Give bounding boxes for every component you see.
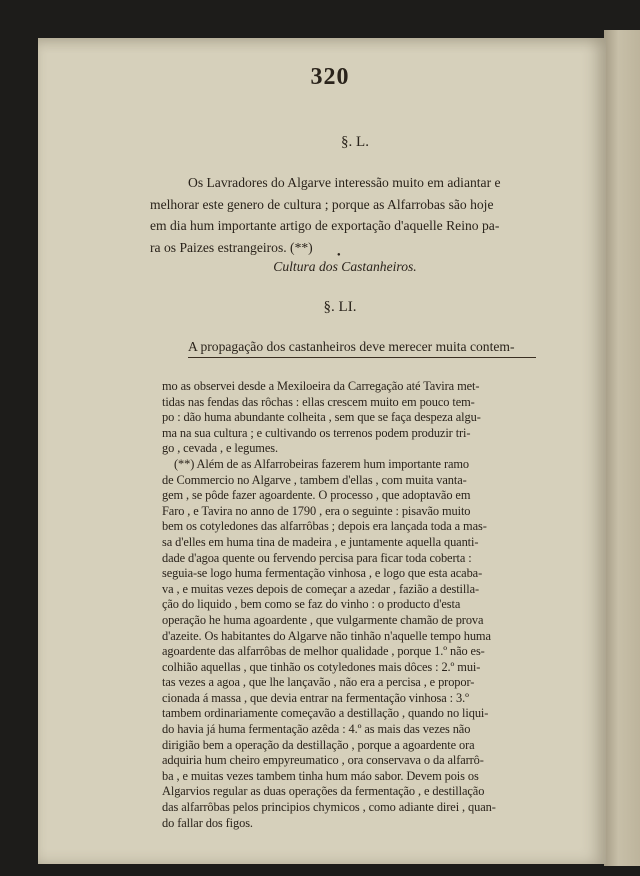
footnote-line: sa d'elles em huma tina de madeira , e juntamente aquella quanti- [162, 534, 479, 549]
paragraph-line: ra os Paizes estrangeiros. (**) [150, 239, 313, 255]
paragraph-castanheiros [150, 336, 532, 358]
footnote-line: (**) Além de as Alfarrobeiras fazerem hum importante ramo [174, 456, 470, 471]
footnote-line: seguia-se logo huma fermentação vinhosa , e logo que esta acaba- [162, 566, 483, 581]
paragraph-line: em dia hum importante artigo de exportação d'aquelle Reino pa- [150, 218, 500, 233]
footnote-line: colhião aquellas , que tinhão os cotyledones mais dôces : 2.º mui- [162, 659, 481, 674]
footnote-line: Faro , e Tavira no anno de 1790 , era o seguinte : pisavão muito [162, 503, 471, 518]
footnote-line: ção do liquido , bem como se faz do vinho : o producto d'esta [162, 597, 461, 612]
footnote-line: dirigião bem a operação da destillação , porque a agoardente ora [162, 737, 475, 752]
footnote-line: go , cevada , e legumes. [162, 441, 278, 456]
footnote-line: gem , se pôde fazer agoardente. O processo , que adoptavão em [162, 488, 471, 503]
section-heading-li: §. LI. [323, 299, 357, 315]
footnote-line: agoardente das alfarrôbas de melhor qualidade , porque 1.º não es- [162, 644, 485, 659]
footnote-line: tidas nas fendas das rôchas : ellas crescem muito em pouco tem- [162, 394, 475, 409]
section-heading-l: §. L. [341, 134, 369, 150]
footnote-line: ma na sua cultura ; e cultivando os terrenos podem produzir tri- [162, 425, 471, 440]
footnote-block [162, 379, 537, 831]
footnote-line: va , e muitas vezes depois de começar a azedar , fazião a destilla- [162, 581, 480, 596]
footnote-line: de Commercio no Algarve , tambem d'ellas , com muita vanta- [162, 472, 467, 487]
footnote-line: mo as observei desde a Mexiloeira da Carregação até Tavira met- [162, 379, 480, 393]
ornament-mark: ● [337, 252, 341, 258]
subtitle-castanheiros: Cultura dos Castanheiros. [273, 259, 417, 274]
footnote-line: do havia já huma fermentação azêda : 4.º as mais das vezes não [162, 722, 471, 737]
paragraph-line: Os Lavradores do Algarve interessão muito em adiantar e [188, 175, 501, 190]
footnote-line: cionada á massa , que devia entrar na fermentação vinhosa : 3.º [162, 690, 469, 705]
adjacent-page-edge [604, 30, 640, 866]
page-number: 320 [310, 64, 350, 90]
footnote-line: do fallar dos figos. [162, 815, 253, 830]
footnote-line: bem os cotyledones das alfarrôbas ; depois era lançada toda a mas- [162, 519, 487, 534]
footnote-line: adquiria hum cheiro empyreumatico , ora conservava o da alfarrô- [162, 753, 484, 768]
paragraph-line: melhorar este genero de cultura ; porque as Alfarrobas são hoje [150, 196, 494, 212]
footnote-line: Algarvios regular as duas operações da fermentação , e destillação [162, 784, 485, 799]
footnote-line: das alfarrôbas pelos principios chymicos , como adiante direi , quan- [162, 800, 496, 815]
footnote-line: operação he huma agoardente , que vulgarmente chamão de prova [162, 612, 484, 627]
footnote-line: po : dão huma abundante colheita , sem que se faça despeza algu- [162, 410, 481, 425]
footnote-rule [188, 357, 536, 358]
paragraph-line: A propagação dos castanheiros deve merecer muita contem- [188, 339, 515, 354]
footnote-line: tambem ordinariamente começavão a destillação , quando no liqui- [162, 706, 489, 721]
paragraph-alfarrobas [150, 172, 532, 258]
footnote-line: dade d'agoa quente ou fervendo percisa para ficar toda coberta : [162, 550, 472, 565]
footnote-line: tas vezes a agoa , que lhe lançavão , não era a percisa , e propor- [162, 675, 475, 690]
footnote-line: d'azeite. Os habitantes do Algarve não tinhão n'aquelle tempo huma [162, 628, 491, 643]
footnote-line: ba , e muitas vezes tambem tinha hum máo sabor. Devem pois os [162, 768, 479, 783]
